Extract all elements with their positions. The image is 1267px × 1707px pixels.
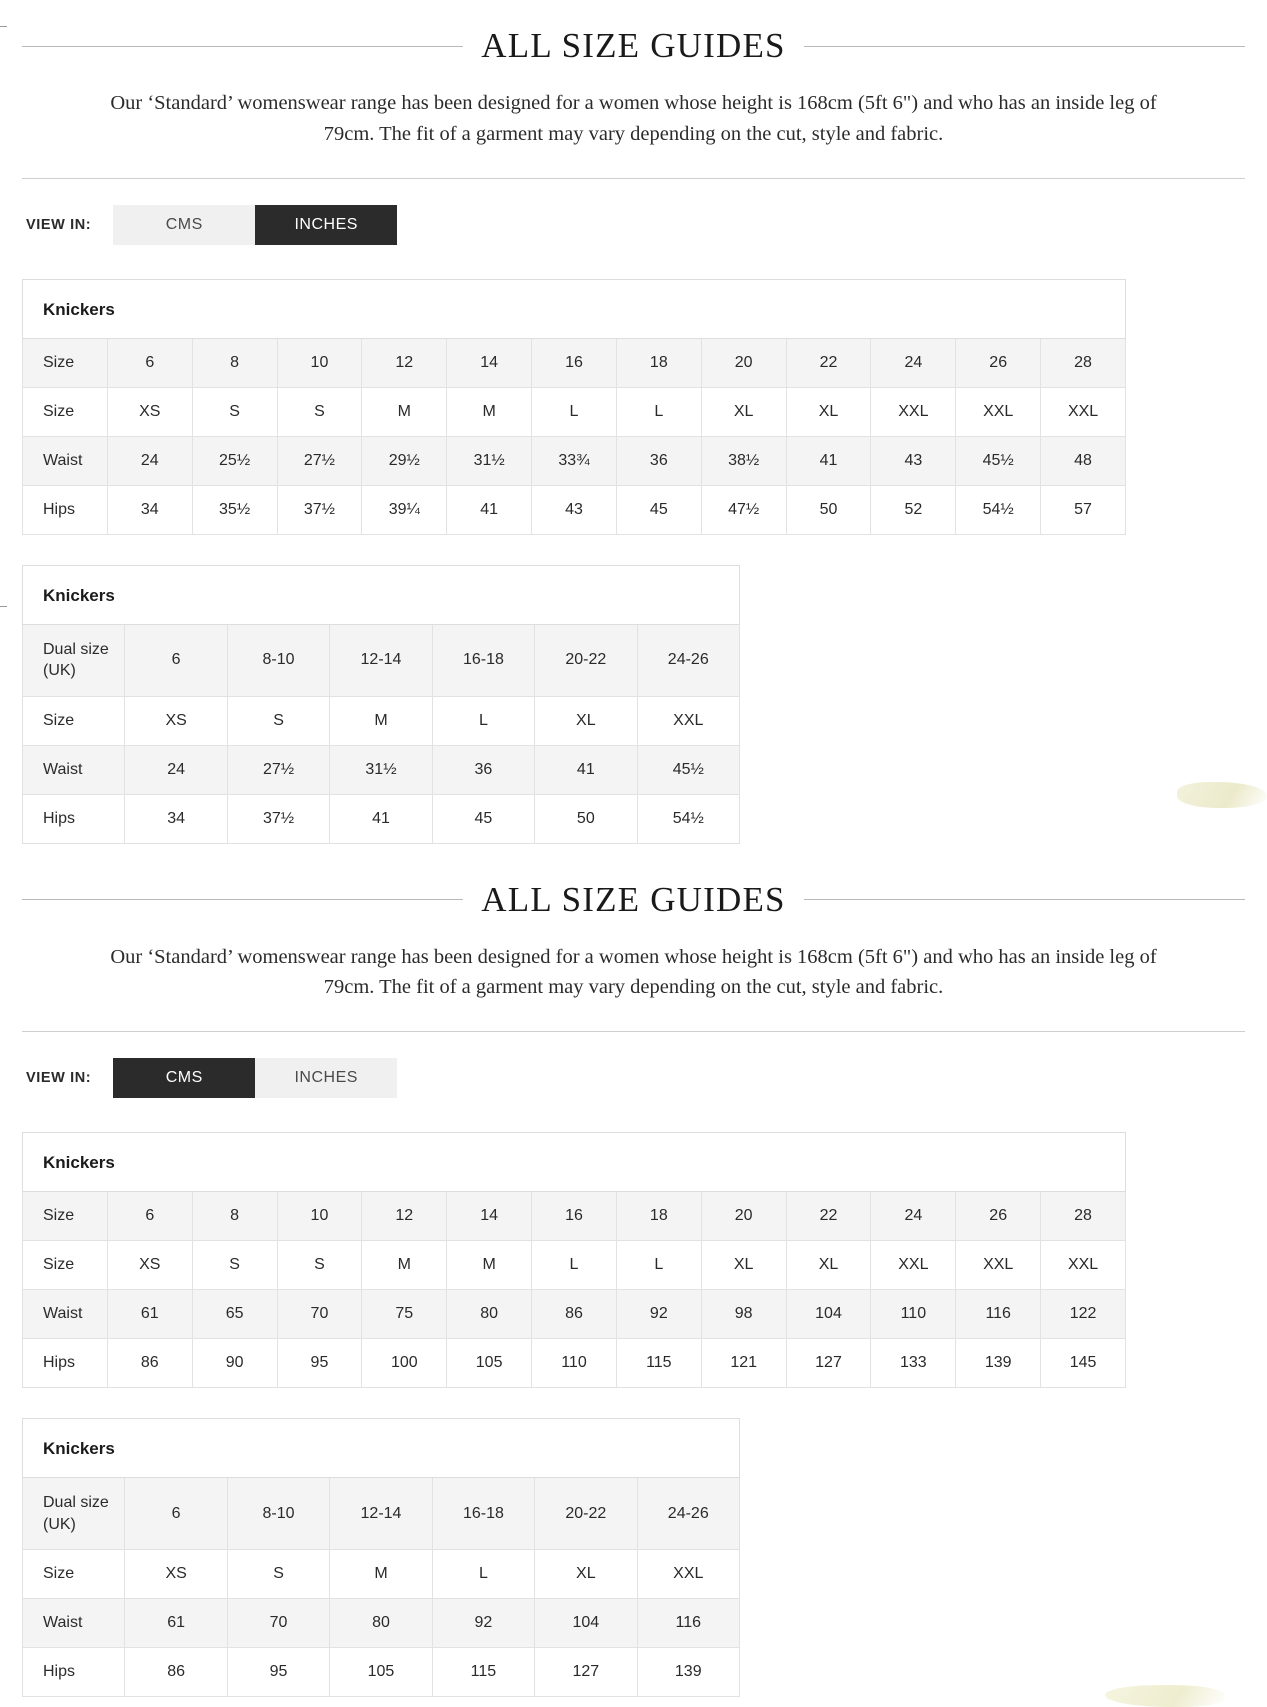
table-row xyxy=(23,387,1126,436)
cell: XL xyxy=(786,1241,871,1290)
cell: 14 xyxy=(447,338,532,387)
cell: 127 xyxy=(535,1648,637,1697)
knickers-size-table xyxy=(22,279,1126,535)
size-guide-section-inches xyxy=(0,26,1267,854)
cell: 27½ xyxy=(277,436,362,485)
cell: 26 xyxy=(956,338,1041,387)
cell: 8-10 xyxy=(227,1478,329,1550)
cell: 127 xyxy=(786,1339,871,1388)
cell: M xyxy=(447,1241,532,1290)
cell: 22 xyxy=(786,338,871,387)
cell: 45½ xyxy=(637,745,739,794)
cell: XL xyxy=(535,1550,637,1599)
row-header: Size xyxy=(23,1192,108,1241)
cell: 37½ xyxy=(227,794,329,843)
cell: 116 xyxy=(956,1290,1041,1339)
cell: 10 xyxy=(277,1192,362,1241)
table-caption-row xyxy=(23,279,1126,338)
knickers-dual-size-table xyxy=(22,1418,740,1697)
cell: XS xyxy=(125,1550,227,1599)
cell: 54½ xyxy=(637,794,739,843)
cell: XXL xyxy=(871,387,956,436)
row-header: Size xyxy=(23,696,125,745)
cell: 31½ xyxy=(447,436,532,485)
table-caption: Knickers xyxy=(23,1133,1126,1192)
cell: 54½ xyxy=(956,485,1041,534)
table-row xyxy=(23,436,1126,485)
cell: 52 xyxy=(871,485,956,534)
cell: 95 xyxy=(227,1648,329,1697)
cell: XXL xyxy=(956,1241,1041,1290)
view-in-control xyxy=(26,205,1267,245)
cell: 8 xyxy=(192,1192,277,1241)
cell: 24 xyxy=(871,338,956,387)
view-in-label: VIEW IN: xyxy=(26,1070,92,1087)
table-row xyxy=(23,1241,1126,1290)
row-header: Size xyxy=(23,1550,125,1599)
cell: 25½ xyxy=(192,436,277,485)
cell: 116 xyxy=(637,1599,739,1648)
unit-toggle-inches[interactable]: INCHES xyxy=(255,1058,397,1098)
cell: 145 xyxy=(1041,1339,1126,1388)
cell: 41 xyxy=(330,794,432,843)
cell: 24 xyxy=(871,1192,956,1241)
cell: 8-10 xyxy=(227,624,329,696)
cell: 41 xyxy=(447,485,532,534)
cell: XL xyxy=(535,696,637,745)
cell: M xyxy=(447,387,532,436)
cell: 45 xyxy=(616,485,701,534)
cell: 12 xyxy=(362,338,447,387)
cell: 95 xyxy=(277,1339,362,1388)
cell: 6 xyxy=(125,1478,227,1550)
section-divider xyxy=(22,1031,1245,1032)
cell: 115 xyxy=(432,1648,534,1697)
cell: 20 xyxy=(701,338,786,387)
row-header: Hips xyxy=(23,1648,125,1697)
cell: 110 xyxy=(532,1339,617,1388)
cell: 139 xyxy=(956,1339,1041,1388)
cell: XXL xyxy=(1041,387,1126,436)
cell: 98 xyxy=(701,1290,786,1339)
cell: 80 xyxy=(330,1599,432,1648)
cell: 47½ xyxy=(701,485,786,534)
cell: S xyxy=(277,1241,362,1290)
row-header: Dual size (UK) xyxy=(23,624,125,696)
cell: 12-14 xyxy=(330,624,432,696)
page-title xyxy=(0,26,1267,66)
cell: 16 xyxy=(532,1192,617,1241)
cell: L xyxy=(616,387,701,436)
cell: L xyxy=(532,1241,617,1290)
cell: 41 xyxy=(535,745,637,794)
cell: XXL xyxy=(637,696,739,745)
row-header: Size xyxy=(23,387,108,436)
title-rule-left xyxy=(22,899,463,900)
cell: 35½ xyxy=(192,485,277,534)
cell: 45 xyxy=(432,794,534,843)
knickers-size-table-wrapper xyxy=(22,279,1245,535)
cell: 90 xyxy=(192,1339,277,1388)
cell: 18 xyxy=(616,1192,701,1241)
cell: S xyxy=(227,1550,329,1599)
cell: 80 xyxy=(447,1290,532,1339)
table-row xyxy=(23,1192,1126,1241)
table-caption: Knickers xyxy=(23,1419,740,1478)
cell: 86 xyxy=(532,1290,617,1339)
knickers-dual-size-table-wrapper xyxy=(22,565,1245,844)
page-edge-mark xyxy=(0,606,7,607)
view-in-label: VIEW IN: xyxy=(26,216,92,233)
row-header: Waist xyxy=(23,436,108,485)
table-caption-row xyxy=(23,1419,740,1478)
cell: 28 xyxy=(1041,1192,1126,1241)
row-header: Hips xyxy=(23,1339,108,1388)
cell: 50 xyxy=(786,485,871,534)
section-divider xyxy=(22,178,1245,179)
cell: 20-22 xyxy=(535,624,637,696)
title-rule-right xyxy=(804,899,1245,900)
row-header: Hips xyxy=(23,485,108,534)
table-row xyxy=(23,338,1126,387)
knickers-dual-size-table xyxy=(22,565,740,844)
cell: 6 xyxy=(107,1192,192,1241)
cell: XL xyxy=(701,387,786,436)
cell: XS xyxy=(107,1241,192,1290)
table-caption: Knickers xyxy=(23,565,740,624)
table-row xyxy=(23,1290,1126,1339)
cell: 86 xyxy=(107,1339,192,1388)
cell: 115 xyxy=(616,1339,701,1388)
cell: XXL xyxy=(871,1241,956,1290)
cell: 16-18 xyxy=(432,1478,534,1550)
cell: 39¼ xyxy=(362,485,447,534)
unit-toggle-cms[interactable]: CMS xyxy=(113,205,255,245)
unit-toggle-cms[interactable]: CMS xyxy=(113,1058,255,1098)
cell: 38½ xyxy=(701,436,786,485)
cell: 50 xyxy=(535,794,637,843)
knickers-dual-size-table-wrapper xyxy=(22,1418,1245,1697)
cell: 133 xyxy=(871,1339,956,1388)
cell: 6 xyxy=(125,624,227,696)
knickers-size-table xyxy=(22,1132,1126,1388)
cell: XS xyxy=(125,696,227,745)
cell: 20 xyxy=(701,1192,786,1241)
table-row xyxy=(23,1550,740,1599)
cell: 36 xyxy=(432,745,534,794)
cell: 104 xyxy=(786,1290,871,1339)
knickers-size-table-wrapper xyxy=(22,1132,1245,1388)
cell: 24 xyxy=(107,436,192,485)
cell: XL xyxy=(701,1241,786,1290)
cell: 14 xyxy=(447,1192,532,1241)
cell: XXL xyxy=(1041,1241,1126,1290)
cell: 31½ xyxy=(330,745,432,794)
cell: 122 xyxy=(1041,1290,1126,1339)
cell: 41 xyxy=(786,436,871,485)
cell: 8 xyxy=(192,338,277,387)
table-row xyxy=(23,485,1126,534)
cell: 24 xyxy=(125,745,227,794)
cell: 105 xyxy=(447,1339,532,1388)
cell: S xyxy=(227,696,329,745)
table-row xyxy=(23,1648,740,1697)
table-caption-row xyxy=(23,1133,1126,1192)
cell: 6 xyxy=(107,338,192,387)
cell: M xyxy=(330,696,432,745)
unit-toggle-inches[interactable]: INCHES xyxy=(255,205,397,245)
cell: 70 xyxy=(277,1290,362,1339)
cell: 61 xyxy=(107,1290,192,1339)
cell: L xyxy=(432,696,534,745)
intro-paragraph: Our ‘Standard’ womenswear range has been designed for a women whose height is 168cm (5ft 6") and who has an inside leg of 79cm. The fit of a garment may vary depending on the cut, style and fabric. xyxy=(110,92,1157,145)
cell: M xyxy=(362,387,447,436)
cell: 65 xyxy=(192,1290,277,1339)
cell: 33¾ xyxy=(532,436,617,485)
unit-toggle[interactable] xyxy=(113,1058,397,1098)
cell: 105 xyxy=(330,1648,432,1697)
cell: 36 xyxy=(616,436,701,485)
cell: 26 xyxy=(956,1192,1041,1241)
row-header: Waist xyxy=(23,745,125,794)
cell: 22 xyxy=(786,1192,871,1241)
cell: 57 xyxy=(1041,485,1126,534)
row-header: Waist xyxy=(23,1599,125,1648)
page-title-text: ALL SIZE GUIDES xyxy=(481,879,786,919)
cell: 16 xyxy=(532,338,617,387)
cell: XL xyxy=(786,387,871,436)
cell: 92 xyxy=(432,1599,534,1648)
cell: 29½ xyxy=(362,436,447,485)
cell: 100 xyxy=(362,1339,447,1388)
page-title-text: ALL SIZE GUIDES xyxy=(481,26,786,65)
cell: 24-26 xyxy=(637,624,739,696)
cell: 61 xyxy=(125,1599,227,1648)
size-guide-section-cms xyxy=(0,880,1267,1707)
row-header: Size xyxy=(23,1241,108,1290)
cell: 45½ xyxy=(956,436,1041,485)
cell: 34 xyxy=(107,485,192,534)
cell: 18 xyxy=(616,338,701,387)
row-header: Waist xyxy=(23,1290,108,1339)
table-row xyxy=(23,794,740,843)
view-in-control xyxy=(26,1058,1267,1098)
cell: 86 xyxy=(125,1648,227,1697)
table-row xyxy=(23,696,740,745)
table-row xyxy=(23,624,740,696)
cell: 110 xyxy=(871,1290,956,1339)
table-caption: Knickers xyxy=(23,279,1126,338)
cell: 24-26 xyxy=(637,1478,739,1550)
cell: 139 xyxy=(637,1648,739,1697)
title-rule-right xyxy=(804,46,1245,47)
cell: M xyxy=(362,1241,447,1290)
title-rule-left xyxy=(22,46,463,47)
cell: 92 xyxy=(616,1290,701,1339)
cell: 34 xyxy=(125,794,227,843)
cell: 48 xyxy=(1041,436,1126,485)
cell: 70 xyxy=(227,1599,329,1648)
cell: 12-14 xyxy=(330,1478,432,1550)
cell: 104 xyxy=(535,1599,637,1648)
row-header: Size xyxy=(23,338,108,387)
row-header: Hips xyxy=(23,794,125,843)
cell: 10 xyxy=(277,338,362,387)
table-caption-row xyxy=(23,565,740,624)
table-row xyxy=(23,1599,740,1648)
cell: M xyxy=(330,1550,432,1599)
cell: S xyxy=(192,387,277,436)
page-title xyxy=(0,880,1267,920)
cell: 121 xyxy=(701,1339,786,1388)
cell: 12 xyxy=(362,1192,447,1241)
row-header: Dual size (UK) xyxy=(23,1478,125,1550)
cell: L xyxy=(616,1241,701,1290)
cell: 43 xyxy=(871,436,956,485)
cell: XXL xyxy=(637,1550,739,1599)
cell: L xyxy=(532,387,617,436)
intro-paragraph: Our ‘Standard’ womenswear range has been designed for a women whose height is 168cm (5ft 6") and who has an inside leg of 79cm. The fit of a garment may vary depending on the cut, style and fabric. xyxy=(110,945,1157,999)
page-edge-mark xyxy=(0,26,7,27)
cell: 75 xyxy=(362,1290,447,1339)
cell: 43 xyxy=(532,485,617,534)
table-row xyxy=(23,1478,740,1550)
table-row xyxy=(23,745,740,794)
cell: 16-18 xyxy=(432,624,534,696)
cell: S xyxy=(192,1241,277,1290)
cell: 20-22 xyxy=(535,1478,637,1550)
cell: S xyxy=(277,387,362,436)
cell: XS xyxy=(107,387,192,436)
table-row xyxy=(23,1339,1126,1388)
cell: 28 xyxy=(1041,338,1126,387)
cell: L xyxy=(432,1550,534,1599)
cell: 27½ xyxy=(227,745,329,794)
cell: 37½ xyxy=(277,485,362,534)
cell: XXL xyxy=(956,387,1041,436)
unit-toggle[interactable] xyxy=(113,205,397,245)
